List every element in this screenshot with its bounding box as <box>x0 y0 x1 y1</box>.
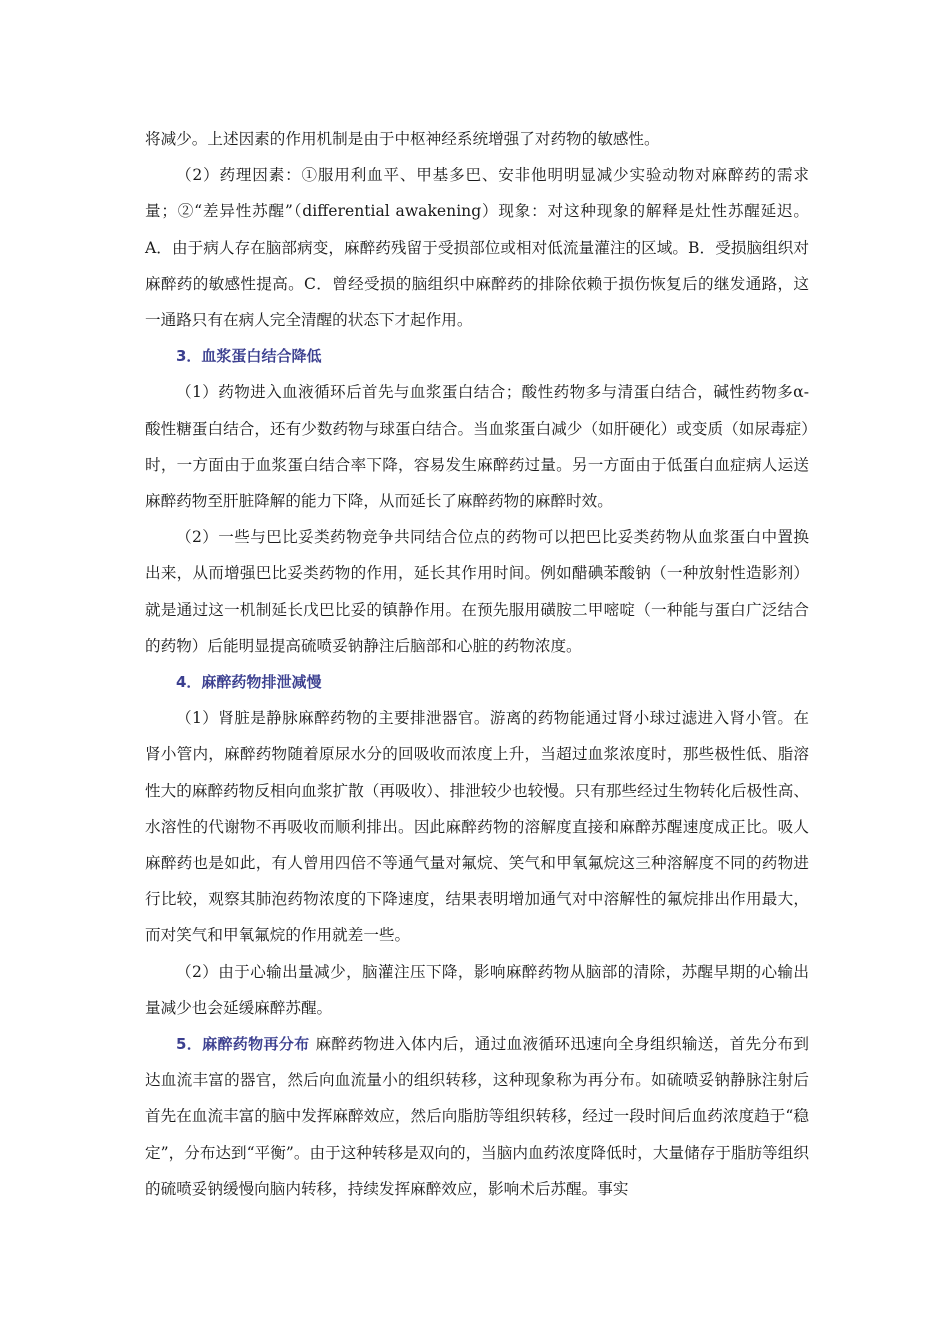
paragraph-excretion-1: （1）肾脏是静脉麻醉药物的主要排泄器官。游离的药物能通过肾小球过滤进入肾小管。在肾小管内，麻醉药物随着原尿水分的回吸收而浓度上升，当超过血浆浓度时，那些极性低、脂溶性大的麻醉药物反相向血浆扩散（再吸收）、排泄较少也较慢。只有那些经过生物转化后极性高、水溶性的代谢物不再吸收而顺利排出。因此麻醉药物的溶解度直接和麻醉苏醒速度成正比。吸人麻醉药也是如此，有人曾用四倍不等通气量对氟烷、笑气和甲氧氟烷这三种溶解度不同的药物进行比较，观察其肺泡药物浓度的下降速度，结果表明增加通气对中溶解性的氟烷排出作用最大，而对笑气和甲氧氟烷的作用就差一些。 <box>145 709 809 945</box>
paragraph-plasma-protein-1: （1）药物进入血液循环后首先与血浆蛋白结合；酸性药物多与清蛋白结合，碱性药物多α-酸性糖蛋白结合，还有少数药物与球蛋白结合。当血浆蛋白减少（如肝硬化）或变质（如尿毒症）时，一方面由于血浆蛋白结合率下降，容易发生麻醉药过量。另一方面由于低蛋白血症病人运送麻醉药物至肝脏降解的能力下降，从而延长了麻醉药物的麻醉时效。 <box>145 383 809 511</box>
document-body <box>145 121 809 1207</box>
paragraph-plasma-protein-2: （2）一些与巴比妥类药物竞争共同结合位点的药物可以把巴比妥类药物从血浆蛋白中置换出来，从而增强巴比妥类药物的作用，延长其作用时间。例如醋碘苯酸钠（一种放射性造影剂）就是通过这一机制延长戊巴比妥的镇静作用。在预先服用磺胺二甲嘧啶（一种能与蛋白广泛结合的药物）后能明显提高硫喷妥钠静注后脑部和心脏的药物浓度。 <box>145 528 809 655</box>
paragraph-redistribution <box>145 1026 809 1207</box>
section-heading-5: 5．麻醉药物再分布 <box>176 1035 310 1054</box>
section-heading-3: 3．血浆蛋白结合降低 <box>176 347 322 366</box>
section-heading-4: 4．麻醉药物排泄减慢 <box>176 673 322 692</box>
paragraph-continuation: 将减少。上述因素的作用机制是由于中枢神经系统增强了对药物的敏感性。 <box>145 130 660 148</box>
paragraph-pharmacological-factors: （2）药理因素：①服用利血平、甲基多巴、安非他明明显减少实验动物对麻醉药的需求量；②“差异性苏醒”（differential awakening）现象：对这种现象的解释是灶性苏醒延迟。A．由于病人存在脑部病变，麻醉药残留于受损部位或相对低流量灌注的区域。B．受损脑组织对麻醉药的敏感性提高。C．曾经受损的脑组织中麻醉药的排除依赖于损伤恢复后的继发通路，这一通路只有在病人完全清醒的状态下才起作用。 <box>145 166 809 330</box>
redistribution-text: 麻醉药物进入体内后，通过血液循环迅速向全身组织输送，首先分布到达血流丰富的器官，然后向血流量小的组织转移，这种现象称为再分布。如硫喷妥钠静脉注射后首先在血流丰富的脑中发挥麻醉效应，然后向脂肪等组织转移，经过一段时间后血药浓度趋于“稳定”，分布达到“平衡”。由于这种转移是双向的，当脑内血药浓度降低时，大量储存于脂肪等组织的硫喷妥钠缓慢向脑内转移，持续发挥麻醉效应，影响术后苏醒。事实 <box>145 1035 809 1198</box>
paragraph-excretion-2: （2）由于心输出量减少，脑灌注压下降，影响麻醉药物从脑部的清除，苏醒早期的心输出量减少也会延缓麻醉苏醒。 <box>145 962 809 1017</box>
